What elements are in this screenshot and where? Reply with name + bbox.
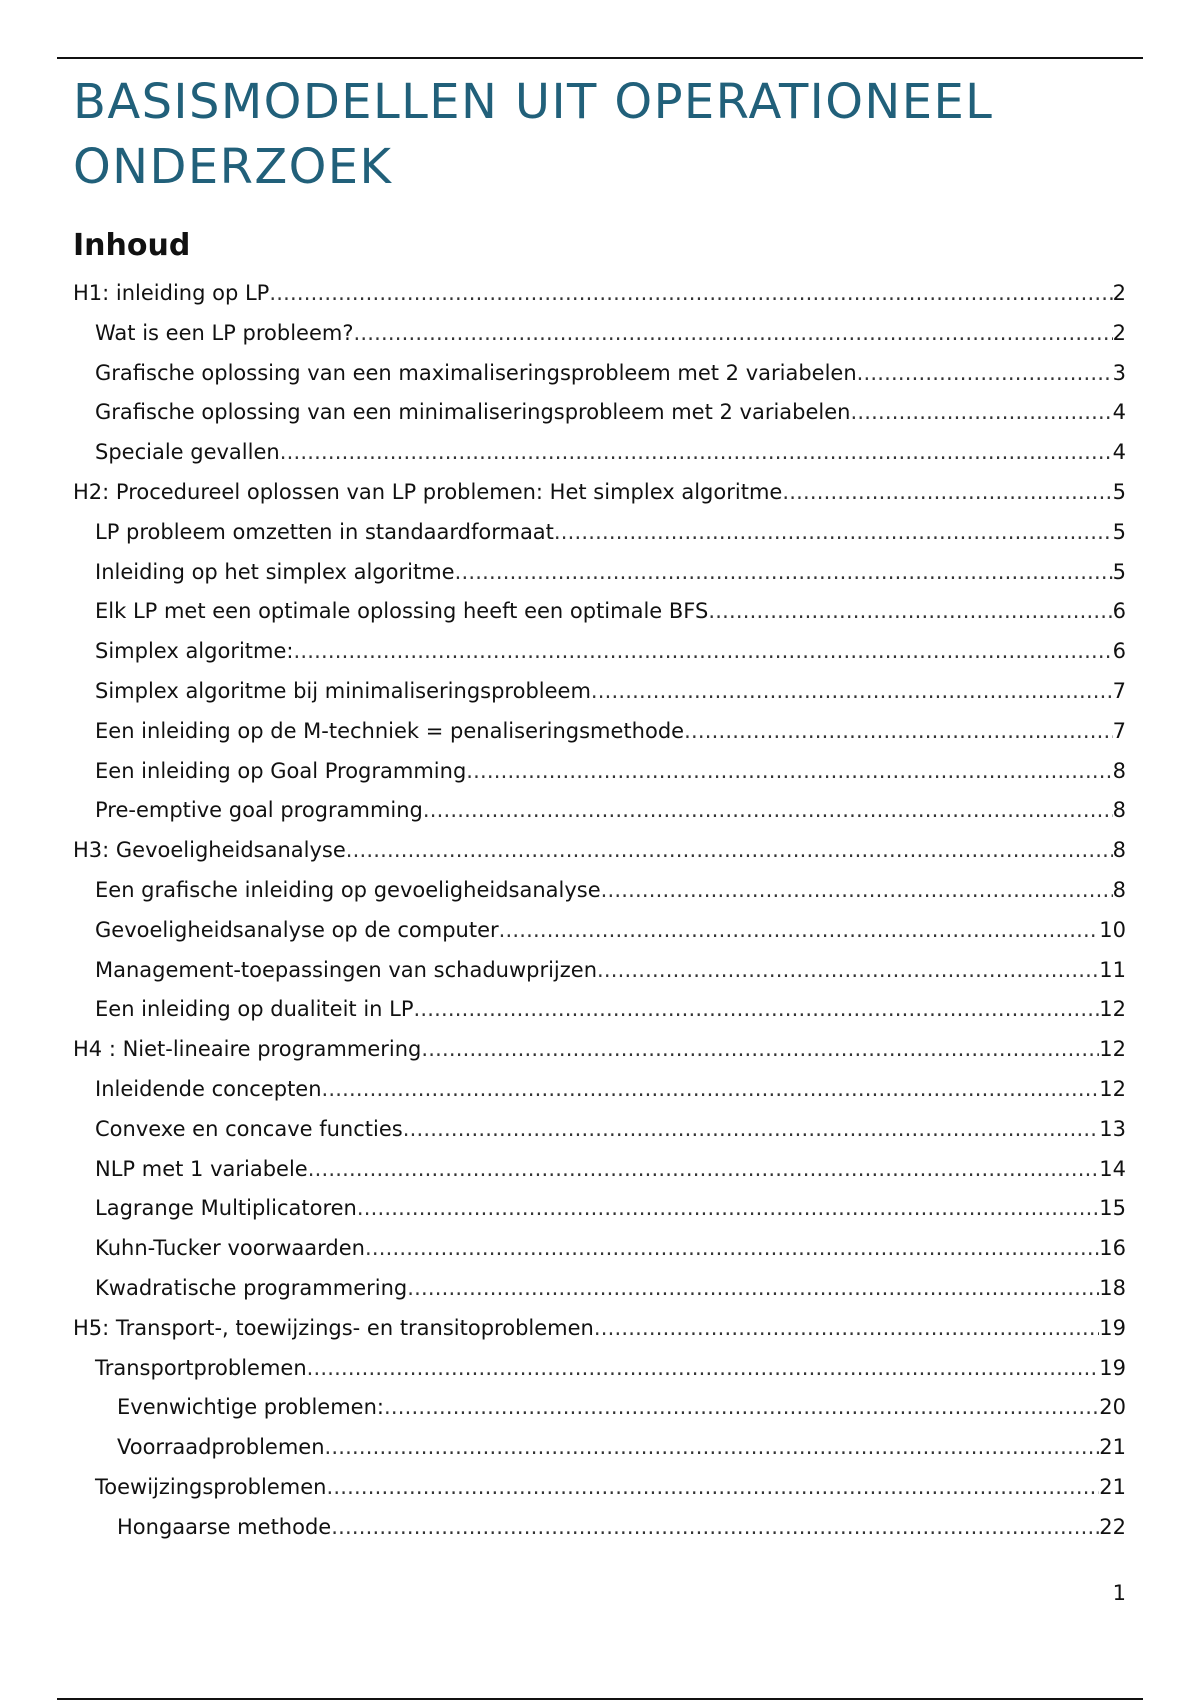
dot-leader — [684, 712, 1113, 752]
dot-leader — [322, 1070, 1100, 1110]
toc-entry-title: Transportproblemen — [95, 1355, 307, 1380]
dot-leader — [597, 951, 1099, 991]
toc-entry-page: 12 — [1099, 997, 1126, 1022]
dot-leader — [591, 672, 1113, 712]
dot-leader — [423, 791, 1113, 831]
toc-entry-title: Pre-emptive goal programming — [95, 798, 423, 823]
toc-entry[interactable] — [73, 1070, 1126, 1110]
dot-leader — [782, 473, 1112, 513]
toc-entry[interactable] — [73, 632, 1126, 672]
toc-entry-page: 11 — [1099, 957, 1126, 982]
toc-entry-title: Gevoeligheidsanalyse op de computer — [95, 917, 499, 942]
toc-entry-page: 7 — [1112, 678, 1126, 703]
toc-entry[interactable] — [73, 1468, 1126, 1508]
dot-leader — [554, 513, 1113, 553]
toc-entry-title: Simplex algoritme: — [95, 639, 294, 664]
toc-entry[interactable] — [73, 354, 1126, 394]
toc-entry-page: 8 — [1112, 838, 1126, 863]
dot-leader — [326, 1468, 1099, 1508]
toc-entry-title: LP probleem omzetten in standaardformaat — [95, 519, 554, 544]
dot-leader — [307, 1349, 1100, 1389]
toc-entry[interactable] — [73, 1508, 1126, 1548]
toc-entry-page: 20 — [1099, 1395, 1126, 1420]
toc-entry-title: H2: Procedureel oplossen van LP problemen: Het simplex algoritme — [73, 479, 783, 504]
toc-heading: Inhoud — [73, 228, 191, 263]
toc-entry-title: Management-toepassingen van schaduwprijzen — [95, 957, 598, 982]
toc-entry-page: 21 — [1099, 1474, 1126, 1499]
toc-entry-page: 7 — [1112, 718, 1126, 743]
dot-leader — [708, 592, 1112, 632]
dot-leader — [499, 911, 1100, 951]
toc-entry-page: 8 — [1112, 758, 1126, 783]
toc-entry-title: NLP met 1 variabele — [95, 1156, 308, 1181]
toc-entry-page: 10 — [1099, 917, 1126, 942]
dot-leader — [280, 433, 1113, 473]
dot-leader — [331, 1508, 1099, 1548]
toc-entry-page: 2 — [1112, 320, 1126, 345]
dot-leader — [407, 1269, 1099, 1309]
toc-entry-page: 19 — [1099, 1315, 1126, 1340]
dot-leader — [857, 354, 1113, 394]
toc-entry[interactable] — [73, 274, 1126, 314]
toc-entry-page: 22 — [1099, 1514, 1126, 1539]
toc-entry[interactable] — [73, 1030, 1126, 1070]
toc-entry-title: Speciale gevallen — [95, 440, 280, 465]
toc-entry[interactable] — [73, 1388, 1126, 1428]
toc-entry-title: H3: Gevoeligheidsanalyse — [73, 838, 346, 863]
dot-leader — [601, 871, 1113, 911]
document-title: BASISMODELLEN UIT OPERATIONEEL ONDERZOEK — [73, 74, 994, 195]
toc-entry-title: Hongaarse methode — [117, 1514, 332, 1539]
dot-leader — [353, 314, 1112, 354]
toc-entry-page: 6 — [1112, 599, 1126, 624]
toc-entry-title: H1: inleiding op LP — [73, 281, 270, 305]
toc-entry-title: Grafische oplossing van een maximaliseringsprobleem met 2 variabelen — [95, 360, 857, 385]
toc-entry-page: 3 — [1112, 360, 1126, 385]
toc-entry[interactable] — [73, 1349, 1126, 1389]
toc-entry-title: Grafische oplossing van een minimaliseringsprobleem met 2 variabelen — [95, 400, 851, 425]
dot-leader — [308, 1150, 1100, 1190]
toc-entry-page: 14 — [1099, 1156, 1126, 1181]
dot-leader — [346, 831, 1113, 871]
toc-entry-page: 16 — [1099, 1236, 1126, 1261]
page-number: 1 — [1112, 1581, 1126, 1605]
toc-entry-title: Convexe en concave functies — [95, 1116, 403, 1141]
toc-entry-page: 8 — [1112, 798, 1126, 823]
toc-entry-title: Voorraadproblemen — [117, 1435, 325, 1460]
toc-entry-title: Een grafische inleiding op gevoeligheidsanalyse — [95, 877, 601, 902]
dot-leader — [594, 1309, 1099, 1349]
dot-leader — [293, 632, 1112, 672]
toc-entry[interactable] — [73, 1269, 1126, 1309]
toc-entry-page: 4 — [1112, 400, 1126, 425]
toc-entry-title: H4 : Niet-lineaire programmering — [73, 1037, 422, 1062]
header-rule — [57, 57, 1143, 59]
dot-leader — [466, 752, 1112, 792]
toc-entry-title: Een inleiding op de M-techniek = penaliseringsmethode — [95, 718, 685, 743]
toc-entry-page: 2 — [1112, 281, 1126, 305]
toc-entry[interactable] — [73, 1428, 1126, 1468]
toc-entry[interactable] — [73, 791, 1126, 831]
toc-entry[interactable] — [73, 553, 1126, 593]
toc-entry[interactable] — [73, 592, 1126, 632]
toc-entry-title: Inleiding op het simplex algoritme — [95, 559, 455, 584]
toc-entry[interactable] — [73, 752, 1126, 792]
toc-entry-title: Inleidende concepten — [95, 1076, 322, 1101]
toc-entry-title: Kwadratische programmering — [95, 1275, 408, 1300]
toc-entry[interactable] — [73, 393, 1126, 433]
toc-entry[interactable] — [73, 990, 1126, 1030]
dot-leader — [325, 1428, 1100, 1468]
toc-entry-title: Simplex algoritme bij minimaliseringsprobleem — [95, 678, 591, 703]
toc-entry-page: 4 — [1112, 440, 1126, 465]
dot-leader — [455, 553, 1113, 593]
toc-entry-title: Elk LP met een optimale oplossing heeft een optimale BFS — [95, 599, 709, 624]
toc-entry[interactable] — [73, 831, 1126, 871]
toc-entry-page: 8 — [1112, 877, 1126, 902]
toc-entry[interactable] — [73, 712, 1126, 752]
toc-entry[interactable] — [73, 672, 1126, 712]
dot-leader — [357, 1189, 1099, 1229]
dot-leader — [851, 393, 1113, 433]
toc-entry-page: 5 — [1112, 479, 1126, 504]
toc-entry-page: 15 — [1099, 1196, 1126, 1221]
toc-entry-title: Lagrange Multiplicatoren — [95, 1196, 357, 1221]
dot-leader — [421, 1030, 1099, 1070]
toc-entry[interactable] — [73, 1229, 1126, 1269]
toc-entry-title: Kuhn-Tucker voorwaarden — [95, 1236, 365, 1261]
toc-entry-title: Een inleiding op Goal Programming — [95, 758, 467, 783]
toc-entry[interactable] — [73, 951, 1126, 991]
toc-entry[interactable] — [73, 1110, 1126, 1150]
toc-entry-title: Toewijzingsproblemen — [95, 1474, 327, 1499]
toc-entry[interactable] — [73, 1189, 1126, 1229]
dot-leader — [384, 1388, 1099, 1428]
toc-entry-page: 6 — [1112, 639, 1126, 664]
toc-entry-page: 5 — [1112, 519, 1126, 544]
toc-entry-page: 19 — [1099, 1355, 1126, 1380]
dot-leader — [403, 1110, 1100, 1150]
toc-entry-page: 5 — [1112, 559, 1126, 584]
toc-entry[interactable] — [73, 513, 1126, 553]
table-of-contents — [73, 274, 1126, 1548]
toc-entry[interactable] — [73, 871, 1126, 911]
toc-entry-page: 18 — [1099, 1275, 1126, 1300]
toc-entry[interactable] — [73, 1309, 1126, 1349]
toc-entry-page: 12 — [1099, 1037, 1126, 1062]
toc-entry[interactable] — [73, 473, 1126, 513]
toc-entry-title: Evenwichtige problemen: — [117, 1395, 384, 1420]
toc-entry[interactable] — [73, 314, 1126, 354]
toc-entry-page: 21 — [1099, 1435, 1126, 1460]
toc-entry[interactable] — [73, 1150, 1126, 1190]
toc-entry-title: H5: Transport-, toewijzings- en transitoproblemen — [73, 1315, 594, 1340]
toc-entry[interactable] — [73, 433, 1126, 473]
dot-leader — [365, 1229, 1099, 1269]
toc-entry[interactable] — [73, 911, 1126, 951]
dot-leader — [414, 990, 1100, 1030]
toc-entry-page: 13 — [1099, 1116, 1126, 1141]
dot-leader — [269, 274, 1112, 314]
toc-entry-page: 12 — [1099, 1076, 1126, 1101]
toc-entry-title: Wat is een LP probleem? — [95, 320, 354, 345]
toc-entry-title: Een inleiding op dualiteit in LP — [95, 997, 414, 1022]
